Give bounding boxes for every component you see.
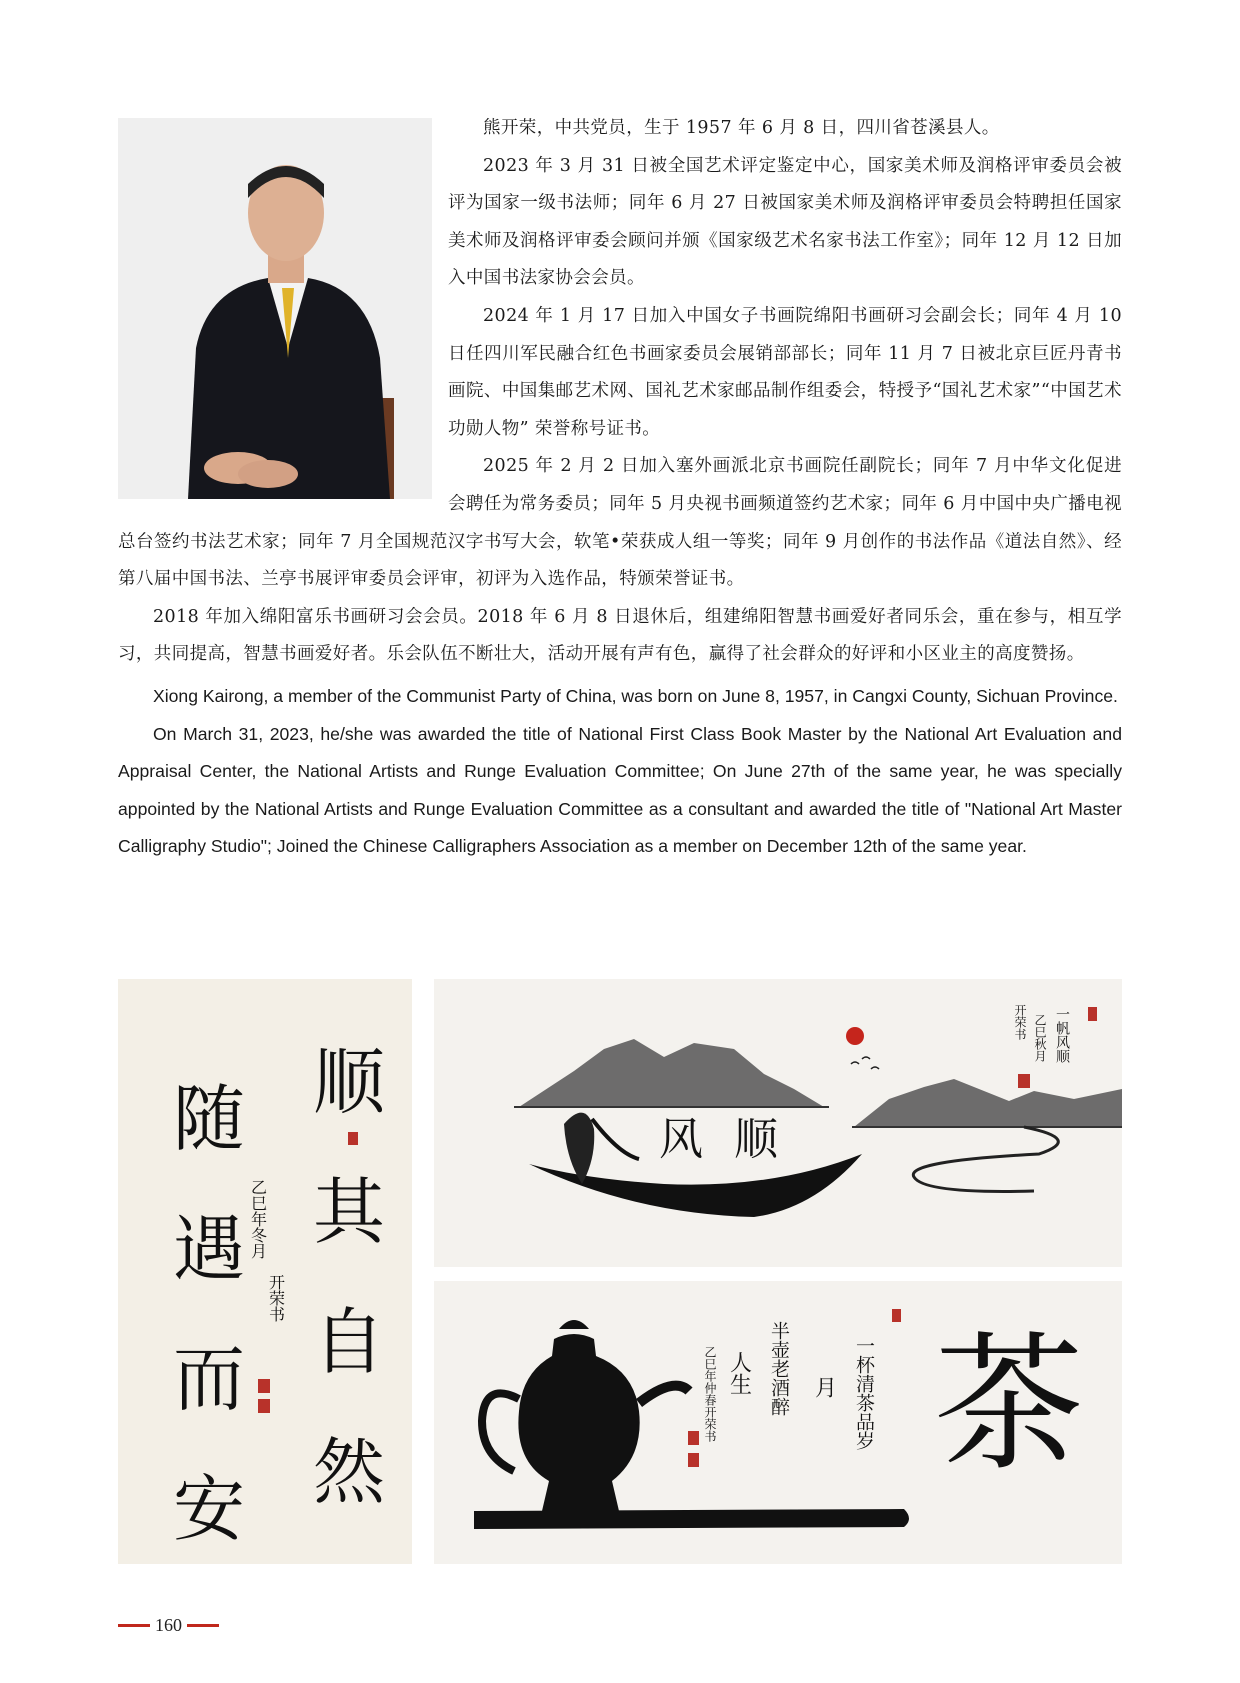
calligraphy-char: 顺	[313, 1040, 386, 1124]
chinese-biography	[118, 110, 1122, 674]
english-biography	[118, 678, 1122, 866]
seal-stamp	[258, 1399, 270, 1413]
page-number-bar-right	[187, 1624, 219, 1627]
calligraphy-inscription: 开荣书	[266, 1274, 286, 1322]
calligraphy-artwork-tea	[434, 1281, 1122, 1564]
en-paragraph: Xiong Kairong, a member of the Communist Party of China, was born on June 8, 1957, in Cangxi County, Sichuan Province.	[153, 686, 1118, 706]
cn-paragraph: 2024 年 1 月 17 日加入中国女子书画院绵阳书画研习会副会长；同年 4 月 10 日任四川军民融合红色书画家委员会展销部部长；同年 11 月 7 日被北京巨匠丹青书画院、中国集邮艺术网、国礼艺术家邮品制作组委会，特授予“国礼艺术家”“中国艺术功勋人物” 荣誉称号证书。	[448, 305, 1122, 439]
calligraphy-inscription: 开荣书	[1013, 1004, 1027, 1040]
calligraphy-char: 茶	[934, 1318, 1085, 1492]
en-paragraph: On March 31, 2023, he/she was awarded the title of National First Class Book Master by the National Art Evaluation and Appraisal Center, the National Artists and Runge Evaluation Committee; On June 27th of the same year, he was specially appointed by the National Artists and Runge Evaluation Committee as a consultant and awarded the title of "National Art Master Calligraphy Studio"; Joined the Chinese Calligraphers Association as a member on December 12th of the same year.	[118, 723, 1122, 857]
seal-stamp	[688, 1453, 699, 1467]
calligraphy-char: 顺	[734, 1114, 778, 1165]
calligraphy-char: 自	[313, 1300, 386, 1384]
seal-stamp	[892, 1309, 901, 1322]
calligraphy-char: 而	[173, 1337, 246, 1421]
cn-paragraph: 熊开荣，中共党员，生于 1957 年 6 月 8 日，四川省苍溪县人。	[483, 118, 1000, 138]
calligraphy-poem: 人生	[726, 1351, 752, 1395]
cn-paragraph: 2025 年 2 月 2 日加入塞外画派北京书画院任副院长；同年 7 月中华文化促进会聘任为常务委员；同年 5 月央视书画频道签约艺术家；同年 6 月中国中央广播电视总台签约书法艺术家；同年 7 月全国规范汉字书写大会，软笔•荣获成人组一等奖；同年 9 月创作的书法作品《道法自然》、经第八届中国书法、兰亭书展评审委员会评审，初评为入选作品，特颁荣誉证书。	[118, 456, 1122, 590]
seal-stamp	[688, 1431, 699, 1445]
calligraphy-char: 其	[313, 1170, 386, 1254]
page-number-bar-left	[118, 1624, 150, 1627]
calligraphy-char: 遇	[173, 1207, 246, 1291]
calligraphy-poem: 半壶老酒醉	[768, 1321, 790, 1416]
calligraphy-char: 然	[313, 1430, 386, 1514]
calligraphy-inscription: 乙巳年冬月	[248, 1179, 268, 1259]
seal-stamp	[1018, 1074, 1030, 1088]
cn-paragraph: 2023 年 3 月 31 日被全国艺术评定鉴定中心，国家美术师及润格评审委员会被评为国家一级书法师；同年 6 月 27 日被国家美术师及润格评审委员会特聘担任国家美术师及润格评审委会顾问并颁《国家级艺术名家书法工作室》；同年 12 月 12 日加入中国书法家协会会员。	[448, 155, 1122, 289]
calligraphy-tea-svg	[434, 1281, 1122, 1564]
calligraphy-char: 随	[173, 1077, 246, 1161]
cn-paragraph: 2018 年加入绵阳富乐书画研习会会员。2018 年 6 月 8 日退休后，组建绵阳智慧书画爱好者同乐会，重在参与，相互学习，共同提高，智慧书画爱好者。乐会队伍不断壮大，活动开展有声有色，赢得了社会群众的好评和小区业主的高度赞扬。	[118, 606, 1122, 665]
page-number	[118, 1610, 219, 1640]
calligraphy-char: 风	[659, 1114, 703, 1165]
page-number-text: 160	[155, 1614, 182, 1635]
calligraphy-artwork-boat	[434, 979, 1122, 1267]
seal-stamp	[1088, 1007, 1097, 1021]
calligraphy-vertical-svg	[118, 979, 412, 1564]
calligraphy-inscription: 乙巳年仲春开荣书	[703, 1346, 717, 1442]
calligraphy-poem: 月	[811, 1376, 837, 1398]
calligraphy-inscription: 乙巳秋月	[1033, 1014, 1047, 1062]
calligraphy-char: 安	[173, 1467, 246, 1551]
calligraphy-boat-svg	[434, 979, 1122, 1267]
sun-mark	[846, 1027, 864, 1045]
seal-stamp	[348, 1132, 358, 1145]
calligraphy-inscription: 一帆风顺	[1054, 1007, 1070, 1063]
calligraphy-artwork-vertical	[118, 979, 412, 1564]
calligraphy-poem: 一杯清茶品岁	[853, 1336, 875, 1450]
seal-stamp	[258, 1379, 270, 1393]
